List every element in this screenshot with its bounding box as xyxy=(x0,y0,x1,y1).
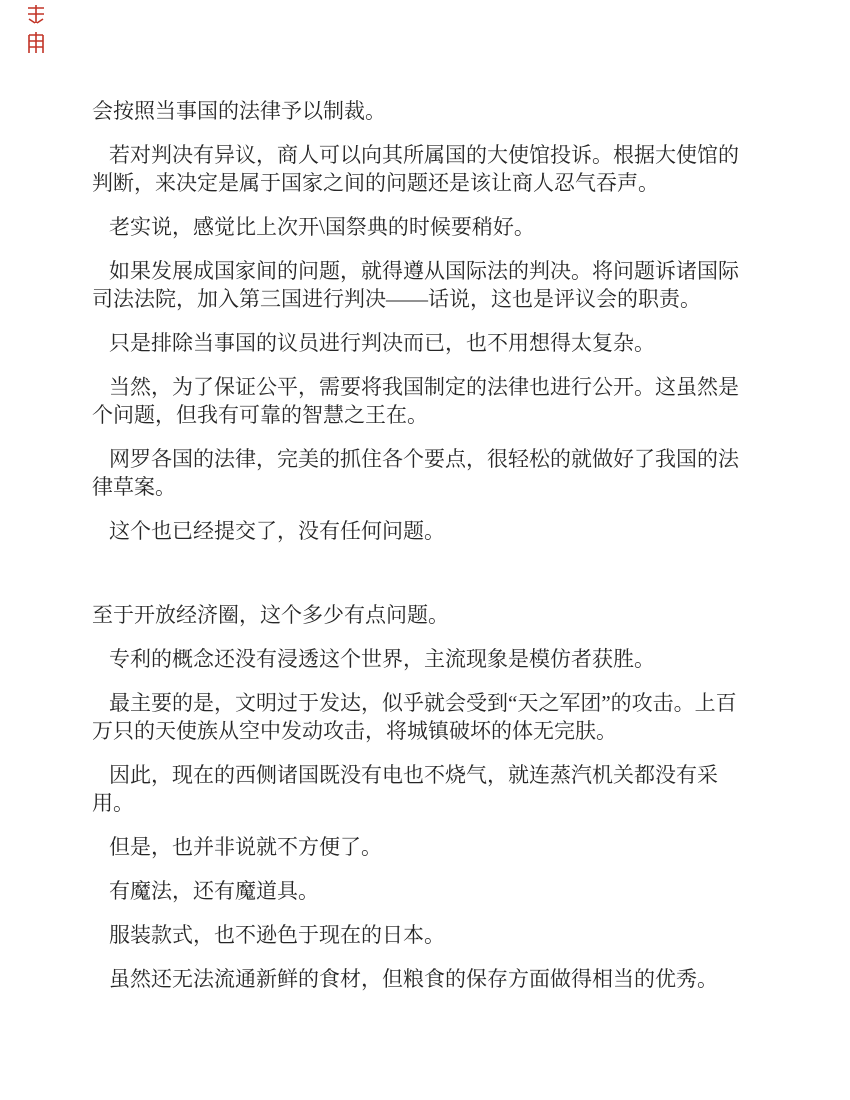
paragraph: 当然，为了保证公平，需要将我国制定的法律也进行公开。这虽然是个问题，但我有可靠的智慧之王在。 xyxy=(92,375,739,427)
red-seal-stamp-icon xyxy=(26,4,46,56)
paragraph: 虽然还无法流通新鲜的食材，但粮食的保存方面做得相当的优秀。 xyxy=(109,967,718,991)
paragraph: 网罗各国的法律，完美的抓住各个要点，很轻松的就做好了我国的法律草案。 xyxy=(92,447,739,499)
paragraph: 如果发展成国家间的问题，就得遵从国际法的判决。将问题诉诸国际司法法院，加入第三国进行判决——话说，这也是评议会的职责。 xyxy=(92,259,739,311)
paragraph: 这个也已经提交了，没有任何问题。 xyxy=(109,519,445,543)
paragraph: 老实说，感觉比上次开\国祭典的时候要稍好。 xyxy=(109,215,535,239)
scene-break xyxy=(92,561,752,601)
paragraph: 只是排除当事国的议员进行判决而已，也不用想得太复杂。 xyxy=(109,331,655,355)
paragraph: 最主要的是，文明过于发达，似乎就会受到“天之军团”的攻击。上百万只的天使族从空中发动攻击，将城镇破坏的体无完肤。 xyxy=(92,691,737,743)
paragraph: 会按照当事国的法律予以制裁。 xyxy=(92,99,386,123)
paragraph: 但是，也并非说就不方便了。 xyxy=(109,835,382,859)
paragraph: 至于开放经济圈，这个多少有点问题。 xyxy=(92,603,449,627)
paragraph: 服装款式，也不逊色于现在的日本。 xyxy=(109,923,445,947)
paragraph: 因此，现在的西侧诸国既没有电也不烧气，就连蒸汽机关都没有采用。 xyxy=(92,763,718,815)
text-body xyxy=(92,97,752,1009)
paragraph: 专利的概念还没有浸透这个世界，主流现象是模仿者获胜。 xyxy=(109,647,655,671)
paragraph: 若对判决有异议，商人可以向其所属国的大使馆投诉。根据大使馆的判断，来决定是属于国家之间的问题还是该让商人忍气吞声。 xyxy=(92,143,739,195)
paragraph: 有魔法，还有魔道具。 xyxy=(109,879,319,903)
